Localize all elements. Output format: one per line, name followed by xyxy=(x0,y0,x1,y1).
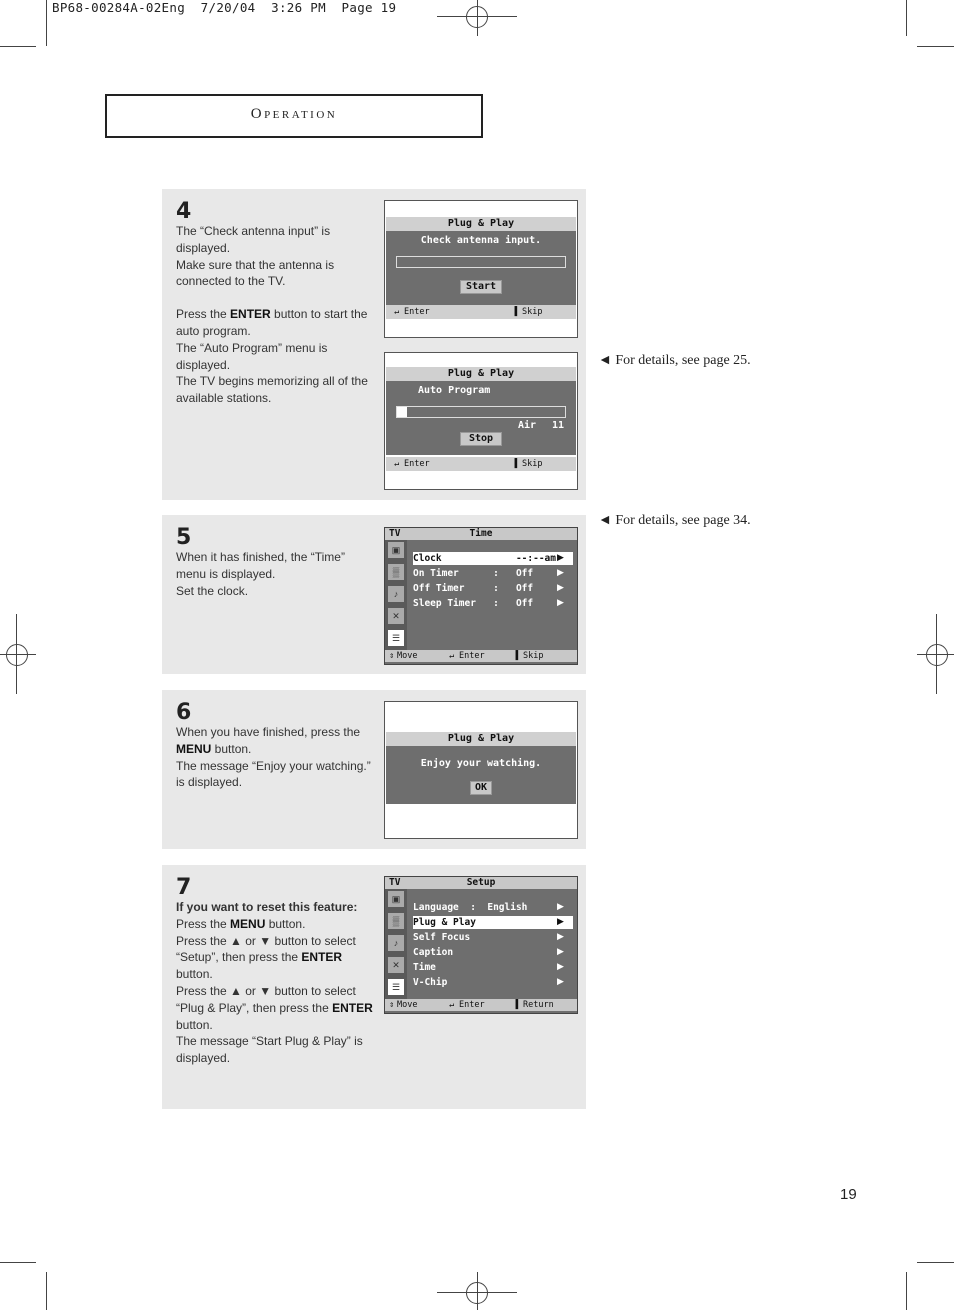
menu-row-self-focus[interactable]: Self Focus xyxy=(413,932,471,943)
menu-row-caption[interactable]: Caption xyxy=(413,947,454,958)
check-antenna-screen xyxy=(384,200,578,338)
step-text-line: Press the ENTER button to start the auto program. xyxy=(176,307,368,338)
step-6-panel xyxy=(162,690,586,849)
sound-icon[interactable]: ♪ xyxy=(388,586,404,602)
page-number: 19 xyxy=(840,1186,857,1203)
screen-message: Auto Program xyxy=(418,385,491,396)
setup-icon[interactable]: ☰ xyxy=(388,979,404,995)
screen-footer xyxy=(386,305,576,319)
registration-mark-icon xyxy=(926,644,948,666)
registration-mark-icon xyxy=(6,644,28,666)
band-label: Air xyxy=(518,420,537,431)
crop-mark xyxy=(477,0,478,36)
menu-header xyxy=(385,877,577,889)
menu-row-off-timer[interactable]: Off Timer : Off xyxy=(413,583,534,594)
screen-body xyxy=(386,746,576,804)
chevron-right-icon: ▶ xyxy=(557,931,564,941)
input-icon[interactable]: ▣ xyxy=(388,542,404,558)
chevron-right-icon: ▶ xyxy=(557,946,564,956)
progress-bar xyxy=(396,256,566,268)
sound-icon[interactable]: ♪ xyxy=(388,935,404,951)
chevron-right-icon: ▶ xyxy=(557,976,564,986)
chevron-right-icon: ▶ xyxy=(557,961,564,971)
crop-mark xyxy=(936,614,937,694)
enter-label: Enter xyxy=(404,459,430,469)
step-5-panel xyxy=(162,515,586,674)
screen-message: Enjoy your watching. xyxy=(420,758,542,769)
enter-icon: ↵ xyxy=(394,459,400,469)
enter-label: Enter xyxy=(459,1000,485,1010)
step-number: 7 xyxy=(176,875,192,900)
stop-button[interactable]: Stop xyxy=(460,432,502,446)
skip-label: Skip xyxy=(523,651,544,661)
chevron-right-icon: ▶ xyxy=(557,567,564,577)
screen-title: Plug & Play xyxy=(386,732,576,746)
screen-body xyxy=(386,231,576,305)
step-7-heading: If you want to reset this feature: xyxy=(176,900,358,914)
menu-row-sleep-timer[interactable]: Sleep Timer : Off xyxy=(413,598,534,609)
chevron-right-icon: ▶ xyxy=(557,552,564,562)
chevron-right-icon: ▶ xyxy=(557,916,564,926)
channel-icon[interactable]: ✕ xyxy=(388,608,404,624)
enter-label: Enter xyxy=(459,651,485,661)
step-text-line: Press the MENU button. xyxy=(176,916,306,931)
crop-mark xyxy=(0,1262,36,1263)
move-icon: ⇕ xyxy=(389,1000,395,1010)
step-text-line xyxy=(176,290,376,306)
enter-icon: ↵ xyxy=(394,307,400,317)
progress-bar xyxy=(396,406,566,418)
section-title: Operation xyxy=(250,106,338,122)
crop-mark xyxy=(917,1262,954,1263)
crop-mark xyxy=(0,46,36,47)
enjoy-watching-screen xyxy=(384,701,578,839)
step-number: 4 xyxy=(176,199,192,224)
step-7-text xyxy=(176,899,376,1067)
channel-icon[interactable]: ✕ xyxy=(388,957,404,973)
step-number: 5 xyxy=(176,525,192,550)
section-title-box xyxy=(105,94,483,138)
step-text-line: Set the clock. xyxy=(176,583,249,598)
enter-icon: ↵ xyxy=(449,1000,455,1010)
menu-footer xyxy=(385,999,577,1011)
chevron-right-icon: ▶ xyxy=(557,597,564,607)
step-text-line: The message “Start Plug & Play” is displayed. xyxy=(176,1034,363,1066)
return-icon: ▐ xyxy=(513,1000,519,1010)
step-text-line: The TV begins memorizing all of the available stations. xyxy=(176,374,368,406)
enter-icon: ↵ xyxy=(449,651,455,661)
start-button[interactable]: Start xyxy=(460,280,502,294)
menu-sidebar xyxy=(385,540,407,650)
menu-header xyxy=(385,528,577,540)
step-text-line: Press the ▲ or ▼ button to select “Plug & Play”, then press the ENTER button. xyxy=(176,983,373,1032)
crop-mark xyxy=(906,0,907,36)
screen-body xyxy=(386,381,576,455)
setup-icon[interactable]: ☰ xyxy=(388,630,404,646)
menu-sidebar xyxy=(385,889,407,999)
screen-title: Plug & Play xyxy=(386,367,576,381)
move-icon: ⇕ xyxy=(389,651,395,661)
step-number: 6 xyxy=(176,700,192,725)
step-text-line: The message “Enjoy your watching.” is displayed. xyxy=(176,758,371,790)
screen-footer xyxy=(386,457,576,471)
menu-title: Time xyxy=(469,528,493,539)
step-text-line: The “Check antenna input” is displayed. xyxy=(176,224,331,255)
picture-icon[interactable]: ▒ xyxy=(388,913,404,929)
skip-label: Skip xyxy=(522,307,543,317)
step-4-panel xyxy=(162,189,586,500)
return-label: Return xyxy=(523,1000,554,1010)
input-icon[interactable]: ▣ xyxy=(388,891,404,907)
step-4-text xyxy=(176,223,376,407)
crop-mark xyxy=(906,1272,907,1310)
step-6-text xyxy=(176,724,376,791)
crop-mark xyxy=(46,0,47,46)
step-7-panel xyxy=(162,865,586,1109)
step-5-text xyxy=(176,549,366,599)
menu-title: Setup xyxy=(466,877,496,888)
skip-label: Skip xyxy=(522,459,543,469)
step-text-line: Make sure that the antenna is connected to the TV. xyxy=(176,257,335,289)
menu-row-time[interactable]: Time xyxy=(413,962,436,973)
crop-mark xyxy=(16,614,17,694)
skip-icon: ▐ xyxy=(513,651,519,661)
step-text-line: When it has finished, the “Time” menu is displayed. xyxy=(176,550,345,581)
screen-title: Plug & Play xyxy=(386,217,576,231)
enter-label: Enter xyxy=(404,307,430,317)
details-note: ◄ For details, see page 34. xyxy=(598,513,751,528)
screen-message: Check antenna input. xyxy=(420,235,542,246)
print-header: BP68-00284A-02Eng 7/20/04 3:26 PM Page 19 xyxy=(52,0,397,15)
setup-menu-screen xyxy=(384,876,578,1014)
tv-label: TV xyxy=(389,877,401,888)
menu-row-clock[interactable]: Clock --:--am xyxy=(413,552,573,565)
chevron-right-icon: ▶ xyxy=(557,901,564,911)
menu-row-v-chip[interactable]: V-Chip xyxy=(413,977,448,988)
menu-row-plug-and-play[interactable]: Plug & Play xyxy=(413,916,573,929)
crop-mark xyxy=(46,1272,47,1310)
skip-icon: ▐ xyxy=(512,307,518,317)
channel-number: 11 xyxy=(552,420,565,431)
auto-program-screen xyxy=(384,352,578,490)
move-label: Move xyxy=(397,1000,418,1010)
step-text-line: The “Auto Program” menu is displayed. xyxy=(176,340,328,372)
ok-button[interactable]: OK xyxy=(470,781,492,795)
step-text-line: When you have finished, press the MENU button. xyxy=(176,725,361,756)
menu-footer xyxy=(385,650,577,662)
picture-icon[interactable]: ▒ xyxy=(388,564,404,580)
crop-mark xyxy=(0,654,36,655)
step-text-line: Press the ▲ or ▼ button to select “Setup”, then press the ENTER button. xyxy=(176,933,356,982)
crop-mark xyxy=(477,1272,478,1310)
chevron-right-icon: ▶ xyxy=(557,582,564,592)
skip-icon: ▐ xyxy=(512,459,518,469)
tv-label: TV xyxy=(389,528,401,539)
time-menu-screen xyxy=(384,527,578,665)
menu-row-on-timer[interactable]: On Timer : Off xyxy=(413,568,534,579)
move-label: Move xyxy=(397,651,418,661)
crop-mark xyxy=(917,46,954,47)
menu-row-language[interactable]: Language : English xyxy=(413,902,528,913)
progress-fill xyxy=(397,407,407,417)
details-note: ◄ For details, see page 25. xyxy=(598,353,751,368)
